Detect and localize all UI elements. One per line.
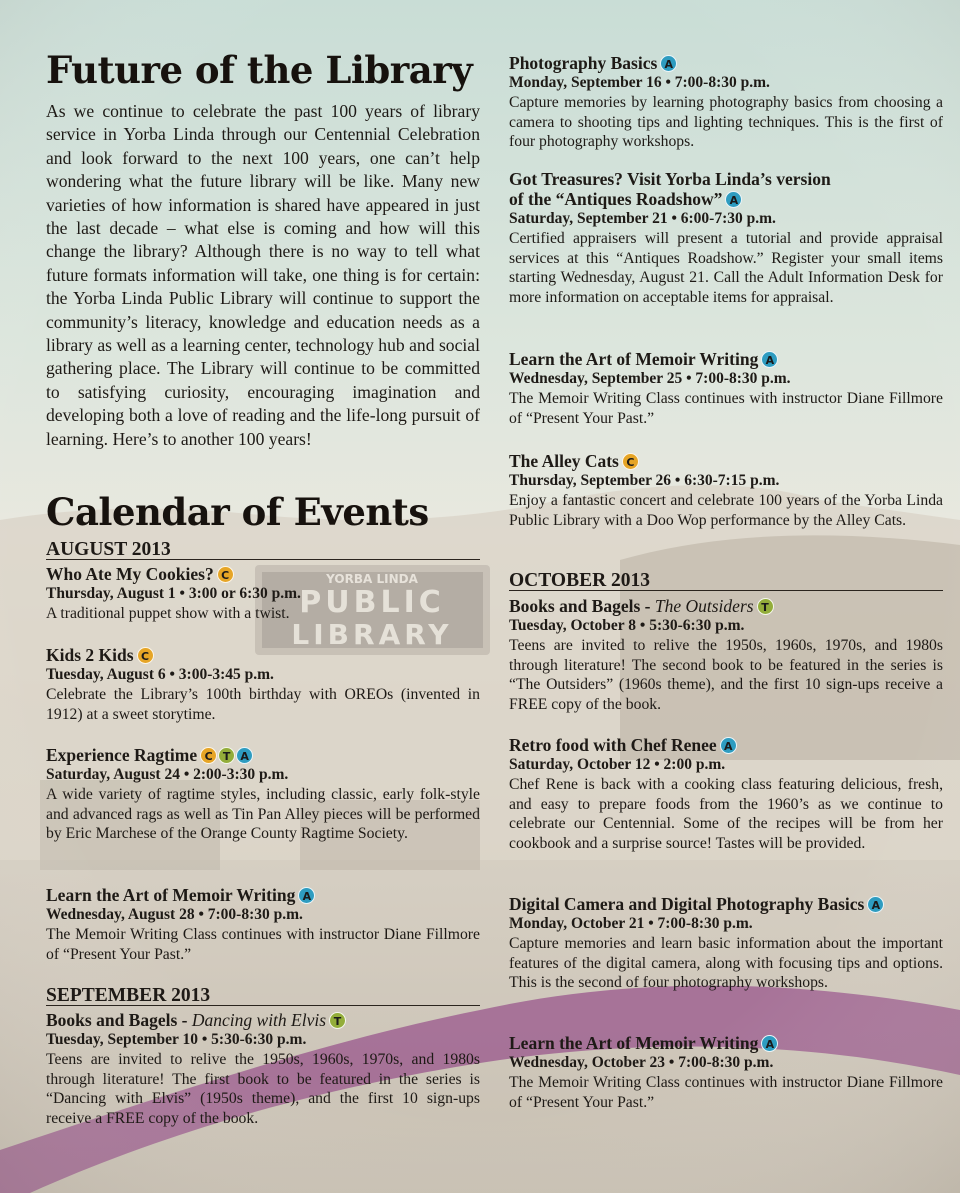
event-title-text: The Alley Cats <box>509 451 619 471</box>
event-block <box>46 885 480 964</box>
audience-badge: A <box>298 887 315 904</box>
event-description: Enjoy a fantastic concert and celebrate 100 years of the Yorba Linda Public Library with a Doo Wop performance by the Alley Cats. <box>509 492 943 529</box>
event-title <box>46 564 480 584</box>
event-block <box>509 451 943 530</box>
event-title-text: Learn the Art of Memoir Writing <box>46 885 296 905</box>
event-date: Wednesday, August 28 • 7:00-8:30 p.m. <box>46 906 303 923</box>
event-block <box>46 645 480 724</box>
future-title: Future of the Library <box>46 48 473 92</box>
event-block <box>509 735 943 853</box>
event-title-text: Who Ate My Cookies? <box>46 564 214 584</box>
audience-badge: A <box>761 1035 778 1052</box>
event-title-text: Learn the Art of Memoir Writing <box>509 1033 759 1053</box>
event-description: Chef Rene is back with a cooking class featuring delicious, fresh, and easy to prepare foods from the 1960’s as we continue to celebrate our Centennial. Some of the recipes will be from her cookbook and a surprise source! Tastes will be provided. <box>509 776 943 852</box>
audience-badge: A <box>761 351 778 368</box>
event-title-text: Books and Bagels - <box>509 596 655 616</box>
audience-badge: A <box>660 55 677 72</box>
event-title-italic: Dancing with Elvis <box>191 1010 327 1030</box>
event-description: The Memoir Writing Class continues with instructor Diane Fillmore of “Present Your Past.” <box>509 390 943 427</box>
audience-badge: T <box>757 598 774 615</box>
event-title <box>509 451 943 471</box>
event-title-text: of the “Antiques Roadshow” <box>509 189 723 209</box>
event-title <box>46 885 480 905</box>
event-title <box>46 645 480 665</box>
event-block <box>509 349 943 428</box>
event-description: Teens are invited to relive the 1950s, 1960s, 1970s, and 1980s through literature! The second book to be featured in the series is “The Outsiders” (1960s theme), and the first 10 sign-ups receive a FREE copy of the book. <box>509 637 943 713</box>
event-description: The Memoir Writing Class continues with instructor Diane Fillmore of “Present Your Past.” <box>46 926 480 963</box>
audience-badge: A <box>725 191 742 208</box>
event-date: Wednesday, September 25 • 7:00-8:30 p.m. <box>509 370 791 387</box>
event-title <box>509 169 943 189</box>
event-title <box>46 745 480 765</box>
event-title-text: Got Treasures? Visit Yorba Linda’s version <box>509 169 831 189</box>
event-description: The Memoir Writing Class continues with instructor Diane Fillmore of “Present Your Past.” <box>509 1074 943 1111</box>
event-date: Saturday, August 24 • 2:00-3:30 p.m. <box>46 766 289 783</box>
event-title-line2 <box>509 189 943 209</box>
audience-badge: A <box>236 747 253 764</box>
month-heading-october: OCTOBER 2013 <box>509 571 943 591</box>
event-title-text: Kids 2 Kids <box>46 645 134 665</box>
event-date: Saturday, September 21 • 6:00-7:30 p.m. <box>509 210 776 227</box>
event-date: Tuesday, October 8 • 5:30-6:30 p.m. <box>509 617 745 634</box>
event-description: A traditional puppet show with a twist. <box>46 605 290 622</box>
event-date: Monday, October 21 • 7:00-8:30 p.m. <box>509 915 753 932</box>
audience-badge: C <box>200 747 217 764</box>
event-block <box>509 169 943 307</box>
audience-badge: T <box>218 747 235 764</box>
audience-badge: C <box>137 647 154 664</box>
event-description: Teens are invited to relive the 1950s, 1960s, 1970s, and 1980s through literature! The first book to be featured in the series is “Dancing with Elvis” (1950s theme), and the first 10 sign-ups receive a FREE copy of the book. <box>46 1051 480 1127</box>
event-block <box>509 894 943 993</box>
event-date: Saturday, October 12 • 2:00 p.m. <box>509 756 726 773</box>
event-title <box>509 53 943 73</box>
event-block <box>46 1010 480 1128</box>
event-date: Tuesday, August 6 • 3:00-3:45 p.m. <box>46 666 274 683</box>
month-heading-september: SEPTEMBER 2013 <box>46 986 480 1006</box>
event-title <box>509 894 943 914</box>
event-date: Thursday, September 26 • 6:30-7:15 p.m. <box>509 472 780 489</box>
event-title <box>46 1010 480 1030</box>
event-title <box>509 596 943 616</box>
event-date: Tuesday, September 10 • 5:30-6:30 p.m. <box>46 1031 307 1048</box>
event-description: Celebrate the Library’s 100th birthday with OREOs (invented in 1912) at a sweet storytime. <box>46 686 480 723</box>
audience-badge: T <box>329 1012 346 1029</box>
event-block <box>509 53 943 152</box>
event-title-italic: The Outsiders <box>654 596 754 616</box>
event-date: Thursday, August 1 • 3:00 or 6:30 p.m. <box>46 585 301 602</box>
event-description: Certified appraisers will present a tutorial and provide appraisal services at this “Antiques Roadshow.” Register your small items starting Wednesday, August 21. Call the Adult Information Desk for more information on acceptable items for appraisal. <box>509 230 943 306</box>
event-block <box>509 1033 943 1112</box>
audience-badge: A <box>867 896 884 913</box>
event-title-text: Books and Bagels - <box>46 1010 192 1030</box>
event-title <box>509 735 943 755</box>
event-title-text: Digital Camera and Digital Photography Basics <box>509 894 865 914</box>
event-block <box>46 564 480 624</box>
future-body: As we continue to celebrate the past 100 years of library service in Yorba Linda through our Centennial Celebration and look forward to the next 100 years, one can’t help wondering what the future library will be like. Many new varieties of how information is shared have appeared in just the last decade – what else is coming and how will this change the library? Although there is no way to tell what future formats information will take, one thing is for certain: the Yorba Linda Public Library will continue to support the community’s literacy, knowledge and education needs as a library as well as a learning center, technology hub and social gathering place. The Library will continue to be committed to satisfying curiosity, encouraging imagination and developing both a love of reading and the life-long pursuit of learning. Here’s to another 100 years! <box>46 101 480 449</box>
event-title-text: Photography Basics <box>509 53 658 73</box>
event-description: A wide variety of ragtime styles, including classic, early folk-style and advanced rags as well as Tin Pan Alley pieces will be performed by Eric Marchese of the Orange County Ragtime Society. <box>46 786 480 843</box>
event-title-text: Experience Ragtime <box>46 745 198 765</box>
audience-badge: C <box>622 453 639 470</box>
event-block <box>509 596 943 714</box>
audience-badge: C <box>217 566 234 583</box>
month-heading-august: AUGUST 2013 <box>46 540 480 560</box>
event-title-text: Learn the Art of Memoir Writing <box>509 349 759 369</box>
event-title <box>509 1033 943 1053</box>
calendar-title: Calendar of Events <box>46 490 429 534</box>
event-block <box>46 745 480 844</box>
event-description: Capture memories and learn basic information about the important features of the digital camera, along with focusing tips and options. This is the second of four photography workshops. <box>509 935 943 992</box>
event-date: Wednesday, October 23 • 7:00-8:30 p.m. <box>509 1054 774 1071</box>
event-title-text: Retro food with Chef Renee <box>509 735 717 755</box>
audience-badge: A <box>720 737 737 754</box>
event-date: Monday, September 16 • 7:00-8:30 p.m. <box>509 74 770 91</box>
event-title <box>509 349 943 369</box>
event-description: Capture memories by learning photography basics from choosing a camera to shooting tips and lighting techniques. This is the first of four photography workshops. <box>509 94 943 151</box>
